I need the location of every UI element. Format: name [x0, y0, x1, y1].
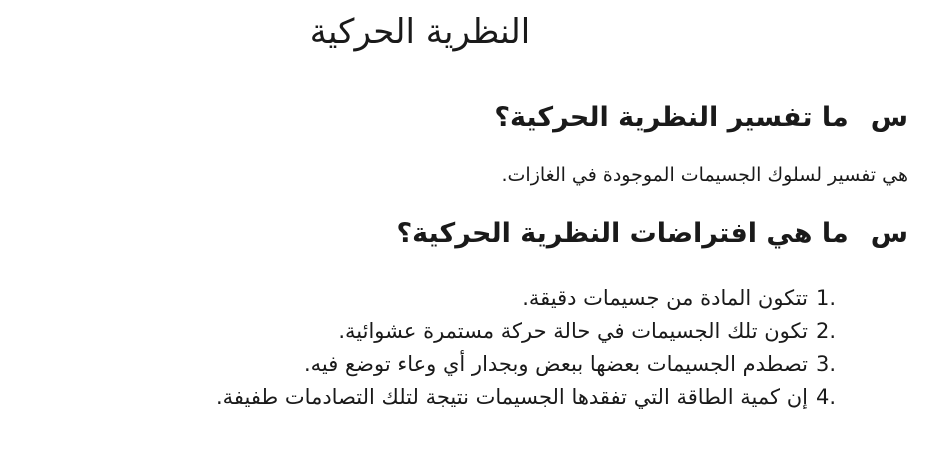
- question-marker: س: [870, 218, 908, 249]
- item-text: إن كمية الطاقة التي تفقدها الجسيمات نتيجة لتلك التصادمات طفيفة.: [216, 385, 808, 409]
- item-text: تكون تلك الجسيمات في حالة حركة مستمرة عشوائية.: [338, 319, 808, 343]
- question-text: ما هي افتراضات النظرية الحركية؟: [396, 218, 849, 249]
- page-title: النظرية الحركية: [309, 12, 531, 52]
- assumptions-list: [216, 282, 836, 414]
- list-item: [216, 381, 836, 414]
- list-item: [216, 315, 836, 348]
- question-marker: س: [870, 102, 908, 133]
- list-item: [216, 348, 836, 381]
- item-text: تتكون المادة من جسيمات دقيقة.: [522, 286, 808, 310]
- question-1: [494, 96, 908, 140]
- question-text: ما تفسير النظرية الحركية؟: [494, 102, 849, 133]
- list-item: [216, 282, 836, 315]
- question-2: [396, 212, 908, 256]
- item-number: 3.: [815, 352, 836, 376]
- item-number: 2.: [815, 319, 836, 343]
- item-number: 4.: [815, 385, 836, 409]
- item-text: تصطدم الجسيمات بعضها ببعض وبجدار أي وعاء توضع فيه.: [304, 352, 808, 376]
- answer-1: هي تفسير لسلوك الجسيمات الموجودة في الغازات.: [501, 164, 908, 186]
- item-number: 1.: [815, 286, 836, 310]
